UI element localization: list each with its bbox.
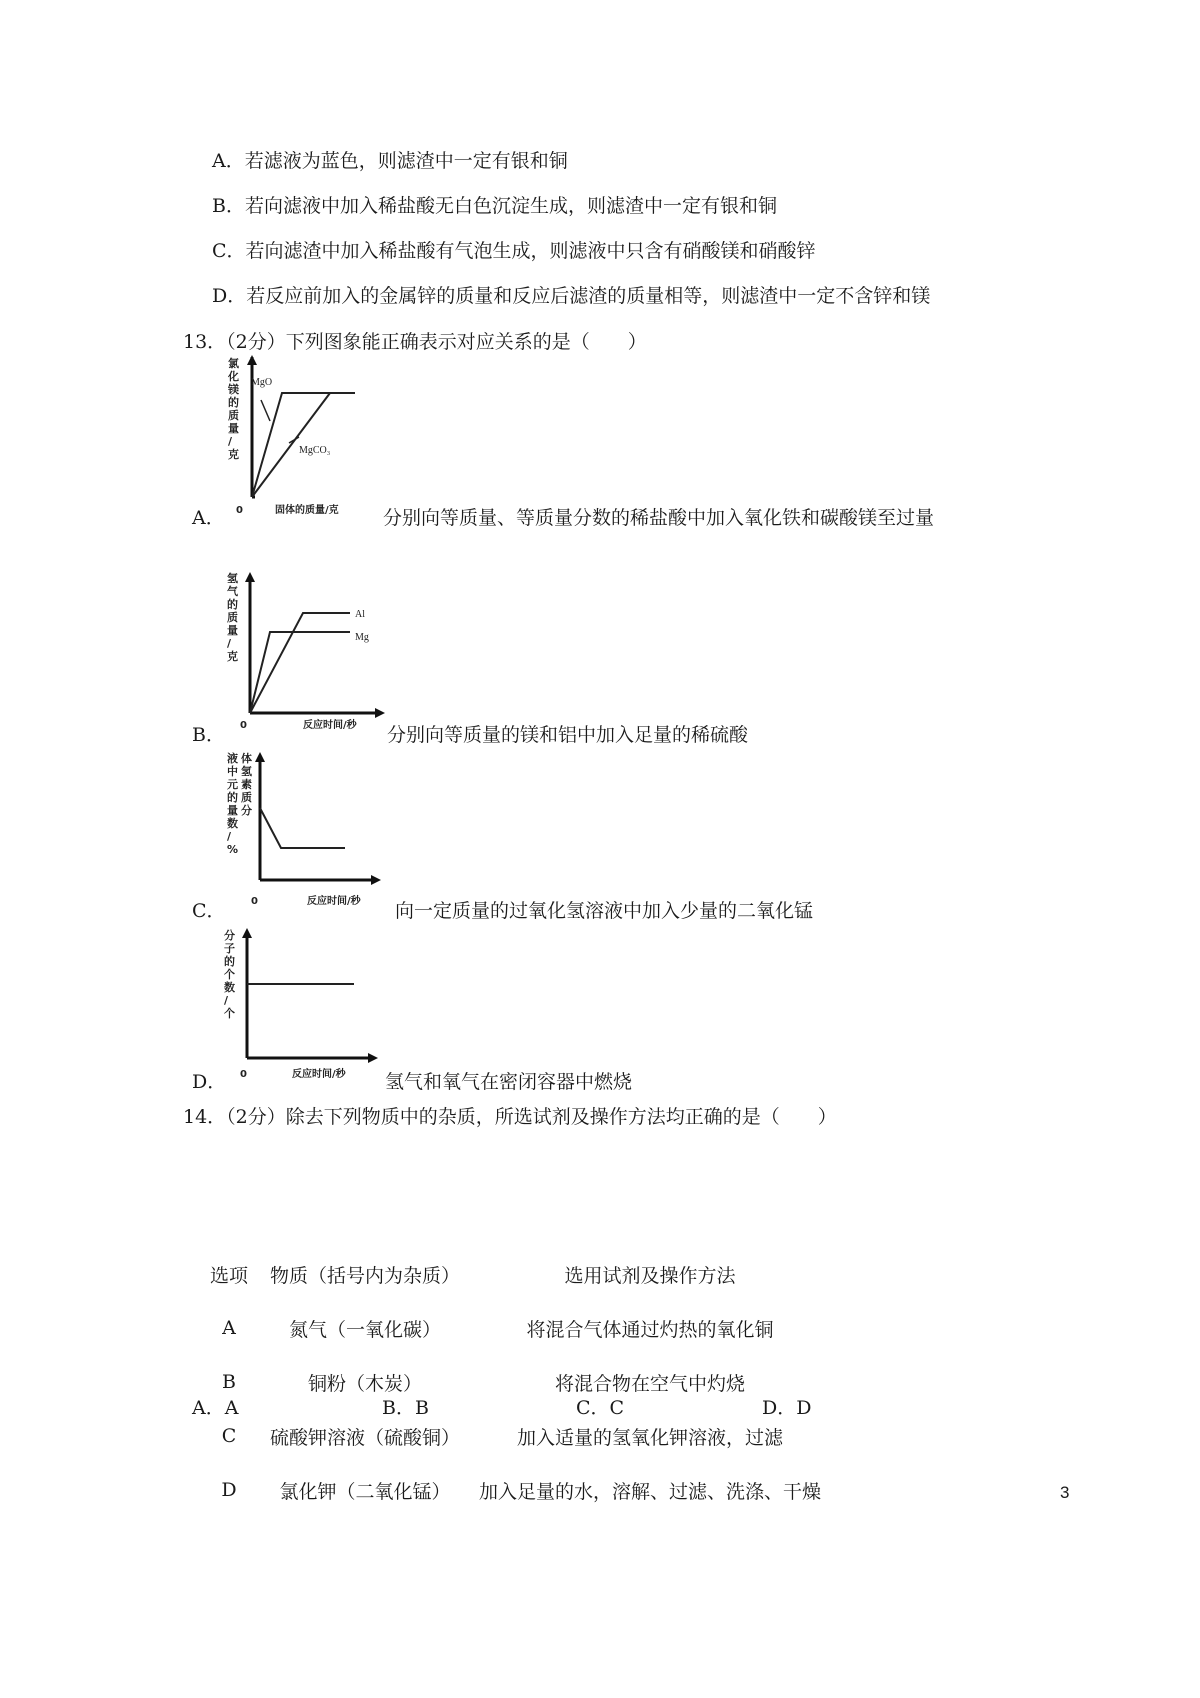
series-al-line	[250, 613, 350, 713]
q13-option-b-text: 分别向等质量的镁和铝中加入足量的稀硫酸	[387, 724, 749, 746]
graph-a-ylabel: 氯化镁的质量/克	[228, 357, 239, 461]
svg-text:0: 0	[240, 1069, 247, 1080]
q13-option-b-letter: B．	[192, 724, 225, 746]
svg-text:0: 0	[251, 896, 258, 907]
series-line	[260, 808, 345, 848]
svg-text:液中元的量数/%: 液中元的量数/ %	[227, 752, 239, 856]
q13-graph-d	[222, 925, 392, 1085]
series-mg-line	[250, 632, 350, 713]
origin-label: 0	[236, 505, 243, 516]
q12-option-b: B．若向滤液中加入稀盐酸无白色沉淀生成，则滤渣中一定有银和铜	[212, 195, 777, 217]
q12-option-d: D．若反应前加入的金属锌的质量和反应后滤渣的质量相等，则滤渣中一定不含锌和镁	[212, 285, 931, 307]
svg-text:反应时间/秒: 反应时间/秒	[307, 896, 361, 907]
x-axis-arrow-icon	[375, 708, 385, 718]
q13-stem: 13．（2分）下列图象能正确表示对应关系的是（ ）	[183, 331, 647, 353]
q13-graph-a	[225, 355, 395, 570]
graph-a-xlabel: 固体的质量/克	[275, 505, 339, 516]
page-number: 3	[1060, 1483, 1070, 1502]
table-header-cell: 选项	[209, 1264, 248, 1287]
table-row: C 硫酸钾溶液（硫酸铜） 加入适量的氢氧化钾溶液，过滤	[221, 1425, 783, 1449]
table-header-row	[200, 1247, 828, 1301]
q13-graph-b	[225, 570, 395, 730]
q14-table	[200, 1247, 828, 1517]
x-axis-arrow-icon	[371, 875, 381, 885]
q14-answer-c: C．C	[576, 1397, 625, 1419]
q13-option-a-letter: A．	[192, 507, 225, 529]
q12-option-a: A．若滤液为蓝色，则滤渣中一定有银和铜	[212, 150, 568, 172]
y-axis-arrow-icon	[242, 928, 252, 938]
x-axis-arrow-icon	[368, 1053, 378, 1063]
q14-answer-d: D．D	[762, 1397, 812, 1419]
svg-text:分子的个数/个: 分子的个数/个	[224, 929, 235, 1020]
series-label-mgco3: MgCO₃	[299, 445, 331, 456]
y-axis-arrow-icon	[245, 572, 255, 582]
q14-stem: 14．（2分）除去下列物质中的杂质，所选试剂及操作方法均正确的是（ ）	[183, 1106, 837, 1128]
table-row: B 铜粉（木炭） 将混合物在空气中灼烧	[222, 1371, 745, 1395]
q13-option-c-text: 向一定质量的过氧化氢溶液中加入少量的二氧化锰	[395, 900, 814, 922]
svg-text:体氢素质分: 体氢素质分	[241, 752, 252, 817]
svg-text:氢气的质量/克: 氢气的质量/克	[227, 572, 238, 663]
series-label-mgo: MgO	[251, 377, 273, 388]
q13-option-d-letter: D．	[192, 1071, 227, 1093]
q13-graph-c	[225, 750, 395, 910]
q13-option-c-letter: C．	[192, 900, 226, 922]
table-header-cell: 选用试剂及操作方法	[564, 1264, 736, 1287]
q14-answer-b: B．B	[382, 1397, 429, 1419]
series-label-al: Al	[355, 609, 365, 620]
y-axis-arrow-icon	[247, 355, 257, 365]
q12-option-c: C．若向滤渣中加入稀盐酸有气泡生成，则滤液中只含有硝酸镁和硝酸锌	[212, 240, 816, 262]
q13-option-a-text: 分别向等质量、等质量分数的稀盐酸中加入氧化铁和碳酸镁至过量	[383, 507, 935, 529]
table-row: A 氮气（一氧化碳） 将混合气体通过灼热的氧化铜	[222, 1317, 774, 1341]
svg-text:反应时间/秒: 反应时间/秒	[303, 720, 357, 730]
series-label-mg: Mg	[355, 632, 369, 643]
y-axis-arrow-icon	[255, 752, 265, 762]
table-header-cell: 物质（括号内为杂质）	[269, 1264, 460, 1287]
svg-text:反应时间/秒: 反应时间/秒	[292, 1069, 346, 1080]
svg-text:0: 0	[240, 720, 247, 730]
table-row: D 氯化钾（二氧化锰） 加入足量的水，溶解、过滤、洗涤、干燥	[221, 1479, 821, 1503]
q13-option-d-text: 氢气和氧气在密闭容器中燃烧	[385, 1071, 633, 1093]
q14-answer-a: A．A	[192, 1397, 239, 1419]
